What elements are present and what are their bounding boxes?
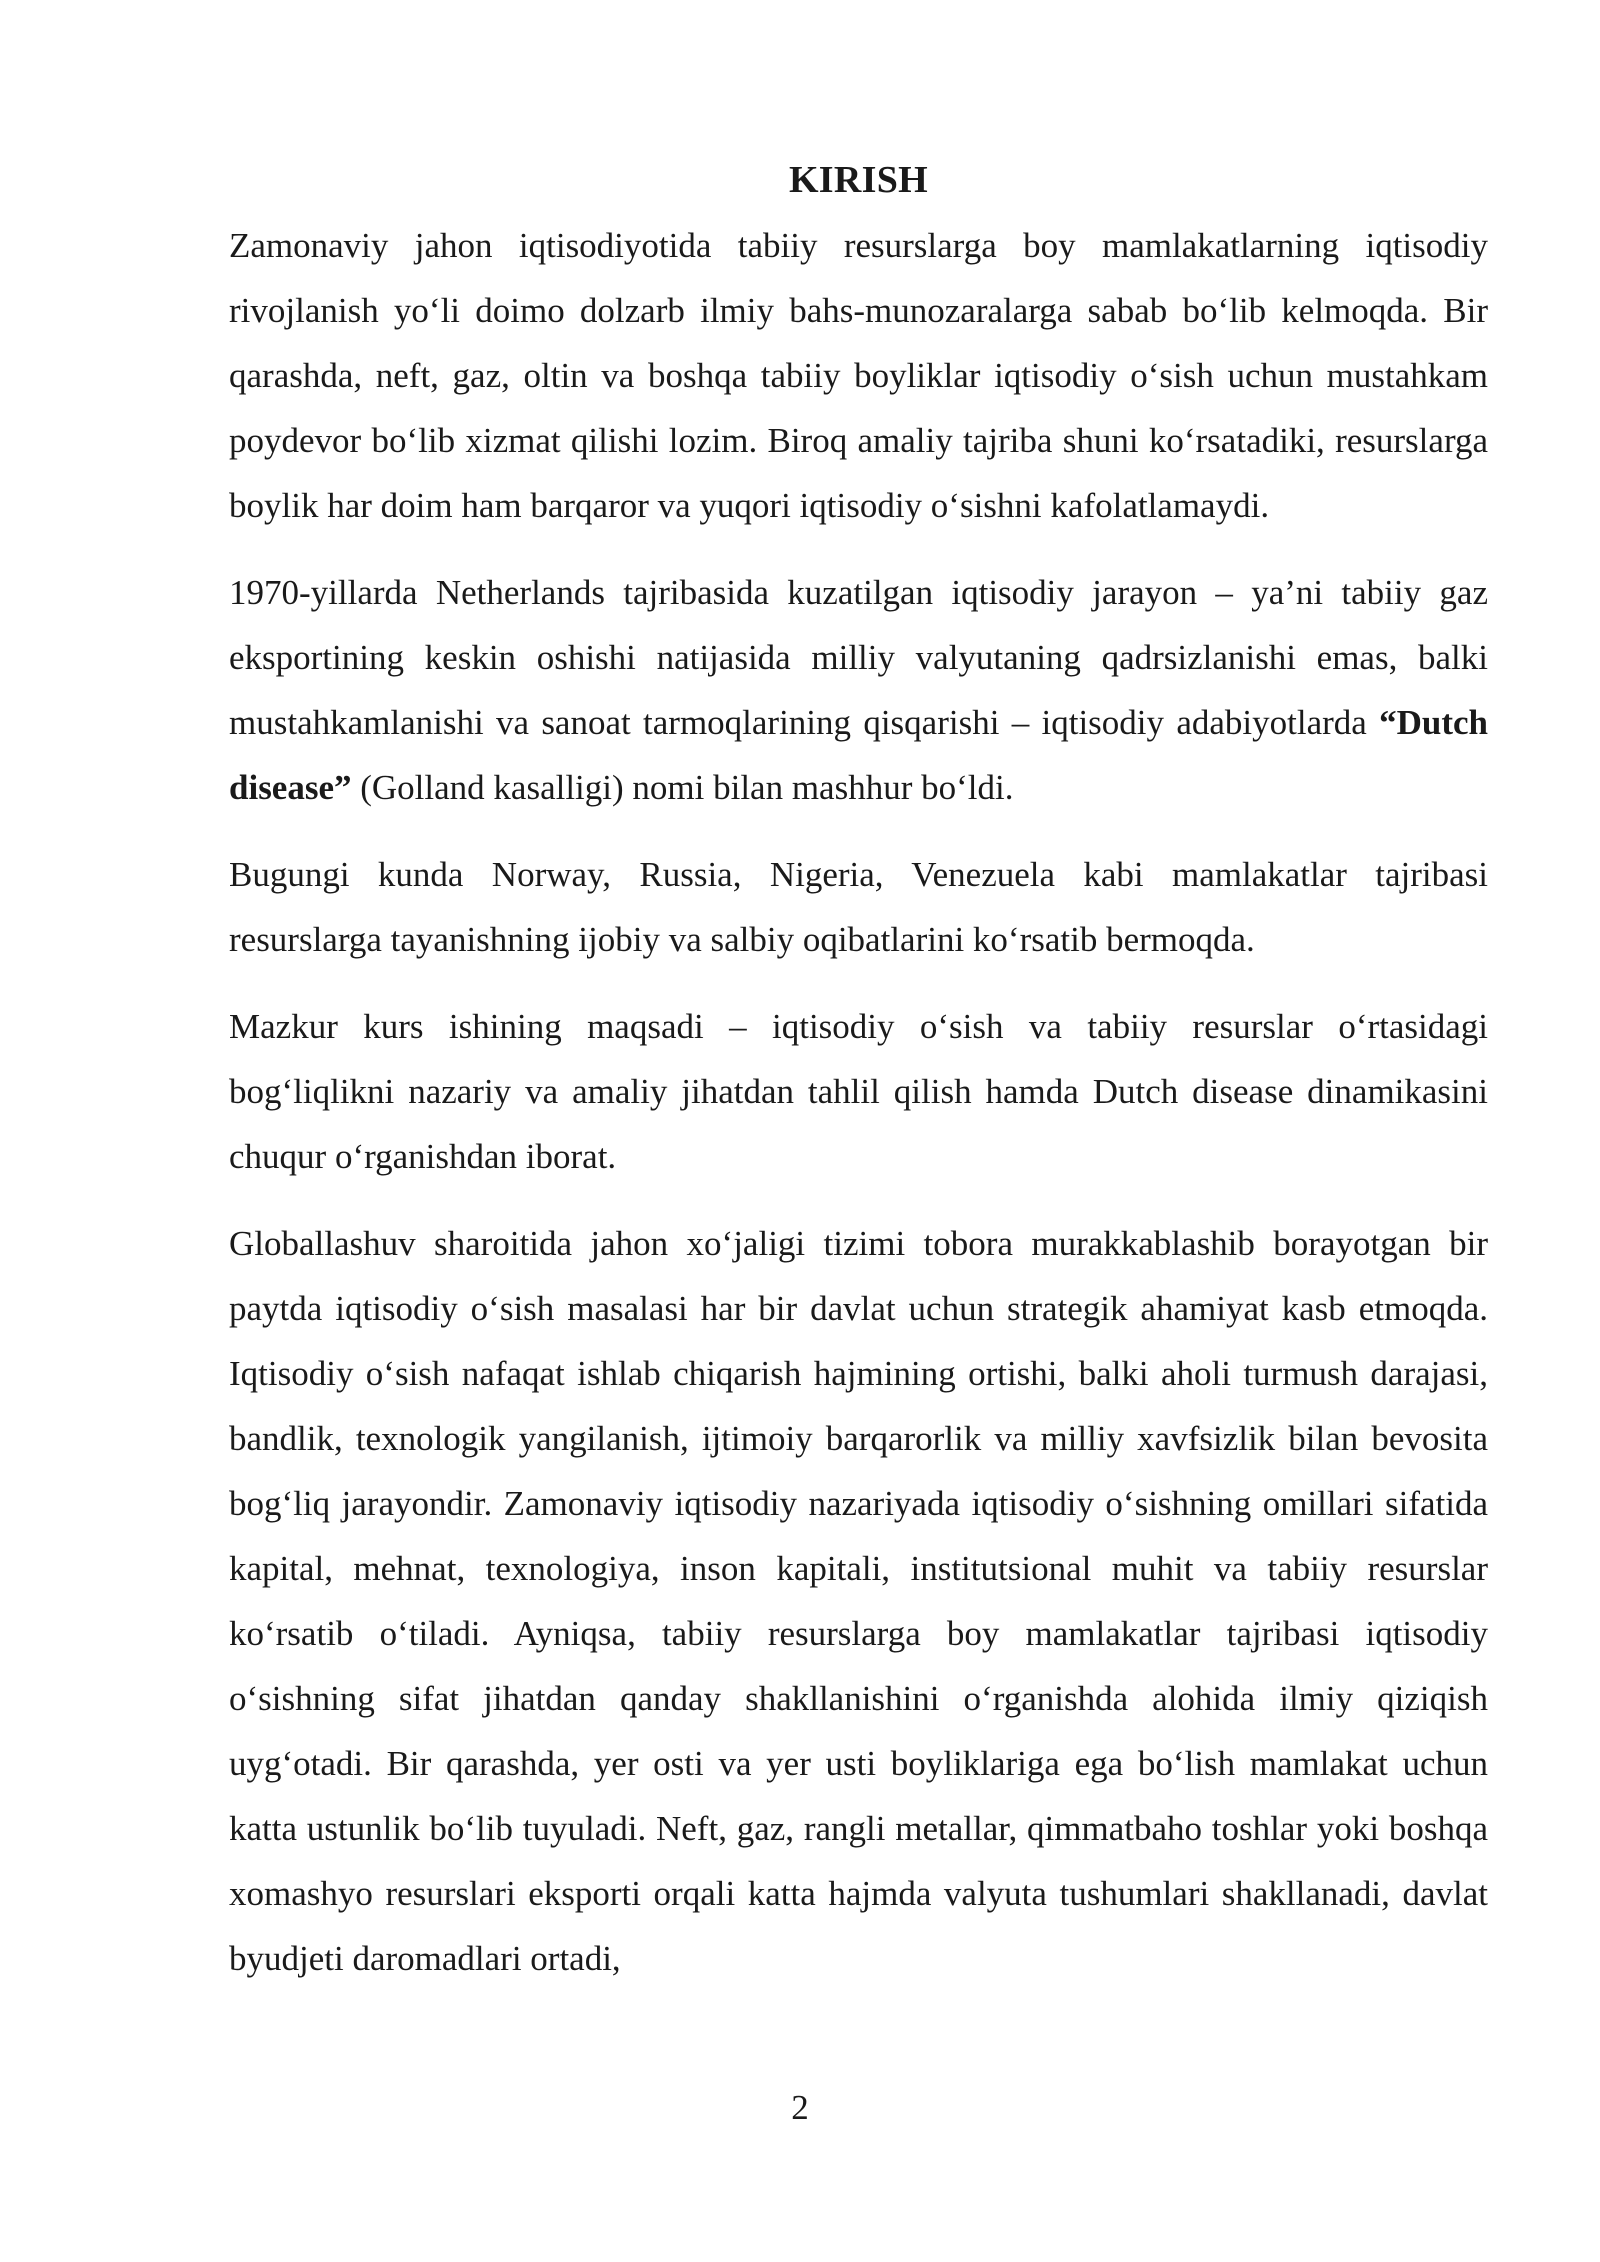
paragraph-2-text-before: 1970-yillarda Netherlands tajribasida kuzatilgan iqtisodiy jarayon – ya’ni tabiiy gaz eksportining keskin oshishi natijasida milliy valyutaning qadrsizlanishi emas, balki mustahkamlanishi va sanoat tarmoqlarining qisqarishi – iqtisodiy adabiyotlarda xyxy=(229,573,1488,742)
paragraph-1: Zamonaviy jahon iqtisodiyotida tabiiy resurslarga boy mamlakatlarning iqtisodiy rivojlanish yo‘li doimo dolzarb ilmiy bahs-munozaralarga sabab bo‘lib kelmoqda. Bir qarashda, neft, gaz, oltin va boshqa tabiiy boyliklar iqtisodiy o‘sish uchun mustahkam poydevor bo‘lib xizmat qilishi lozim. Biroq amaliy tajriba shuni ko‘rsatadiki, resurslarga boylik har doim ham barqaror va yuqori iqtisodiy o‘sishni kafolatlamaydi. xyxy=(229,226,1488,525)
page-number: 2 xyxy=(791,2088,809,2127)
paragraph-3: Bugungi kunda Norway, Russia, Nigeria, Venezuela kabi mamlakatlar tajribasi resurslarga tayanishning ijobiy va salbiy oqibatlarini ko‘rsatib bermoqda. xyxy=(229,855,1488,959)
paragraph-5: Globallashuv sharoitida jahon xo‘jaligi tizimi tobora murakkablashib borayotgan bir paytda iqtisodiy o‘sish masalasi har bir davlat uchun strategik ahamiyat kasb etmoqda. Iqtisodiy o‘sish nafaqat ishlab chiqarish hajmining ortishi, balki aholi turmush darajasi, bandlik, texnologik yangilanish, ijtimoiy barqarorlik va milliy xavfsizlik bilan bevosita bog‘liq jarayondir. Zamonaviy iqtisodiy nazariyada iqtisodiy o‘sishning omillari sifatida kapital, mehnat, texnologiya, inson kapitali, institutsional muhit va tabiiy resurslar ko‘rsatib o‘tiladi. Ayniqsa, tabiiy resurslarga boy mamlakatlar tajribasi iqtisodiy o‘sishning sifat jihatdan qanday shakllanishini o‘rganishda alohida ilmiy qiziqish uyg‘otadi. Bir qarashda, yer osti va yer usti boyliklariga ega bo‘lish mamlakat uchun katta ustunlik bo‘lib tuyuladi. Neft, gaz, rangli metallar, qimmatbaho toshlar yoki boshqa xomashyo resurslari eksporti orqali katta hajmda valyuta tushumlari shakllanadi, davlat byudjeti daromadlari ortadi, xyxy=(229,1224,1488,1978)
dutch-disease-term: “Dutch disease” xyxy=(229,703,1488,807)
paragraph-2-text-after: (Golland kasalligi) nomi bilan mashhur bo‘ldi. xyxy=(351,768,1014,807)
section-heading: KIRISH xyxy=(788,159,929,201)
paragraph-4: Mazkur kurs ishining maqsadi – iqtisodiy o‘sish va tabiiy resurslar o‘rtasidagi bog‘liqlikni nazariy va amaliy jihatdan tahlil qilish hamda Dutch disease dinamikasini chuqur o‘rganishdan iborat. xyxy=(229,1007,1488,1176)
page-content xyxy=(229,148,1488,2013)
paragraph-2 xyxy=(229,560,1488,820)
